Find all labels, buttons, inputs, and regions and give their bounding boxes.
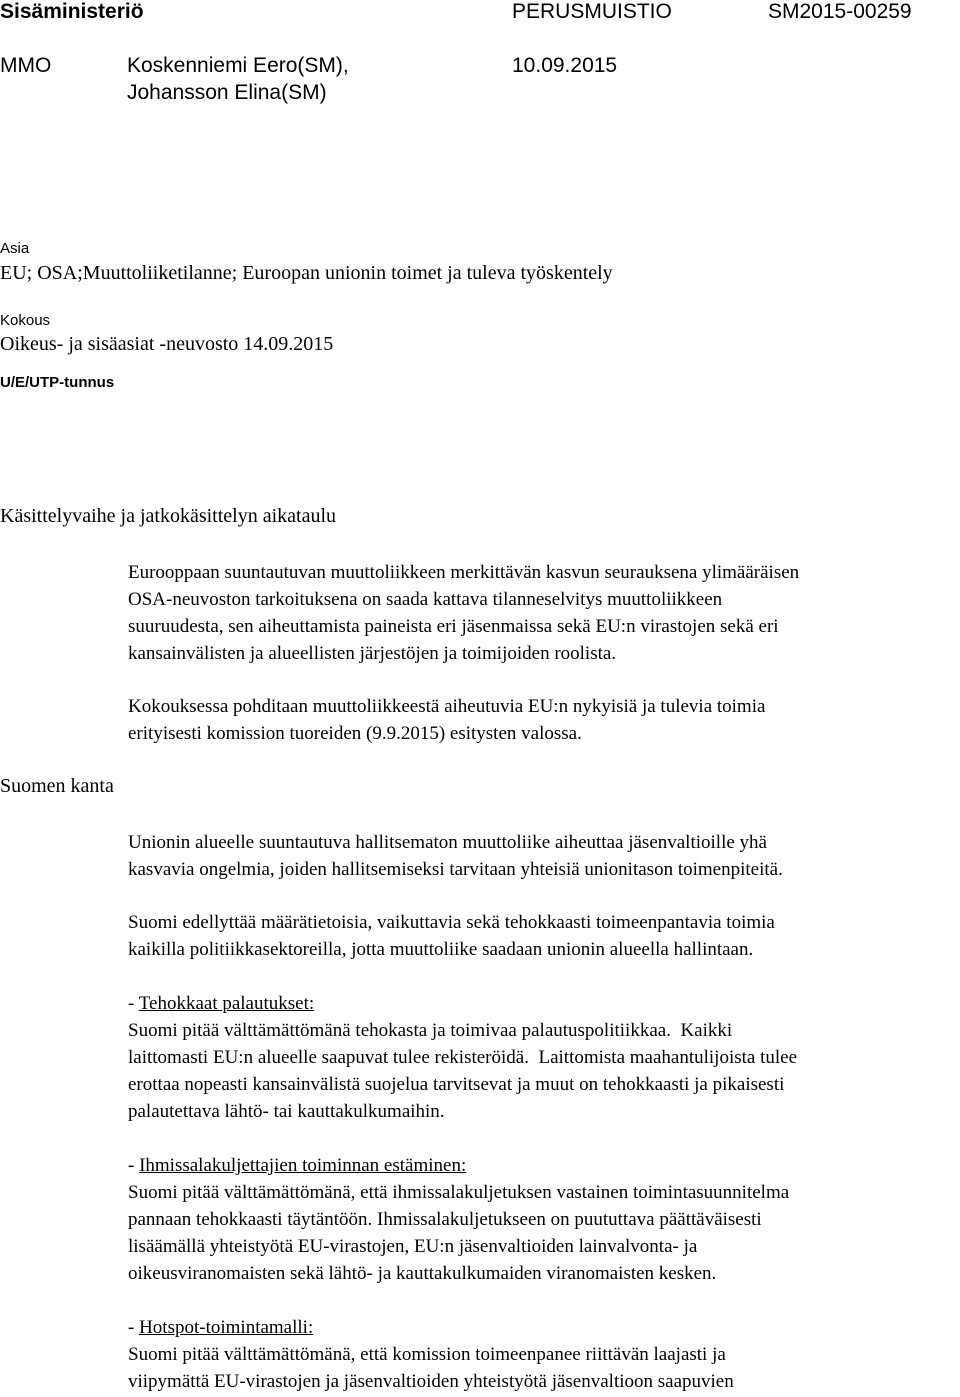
authors-line-1: Koskenniemi Eero(SM), xyxy=(127,54,349,77)
item-title: Hotspot-toimintamalli: xyxy=(139,1317,314,1338)
text-line: viipymättä EU-virastojen ja jäsenvaltioiden yhteistyötä jäsenvaltioon saapuvien xyxy=(128,1371,734,1392)
text-line: OSA-neuvoston tarkoituksena on saada kattava tilanneselvitys muuttoliikkeen xyxy=(128,589,723,610)
text-line: erityisesti komission tuoreiden (9.9.2015) esitysten valossa. xyxy=(128,723,582,744)
position-item-hotspot xyxy=(128,1314,958,1395)
text-line: Suomi pitää välttämättömänä, että ihmissalakuljetuksen vastainen toimintasuunnitelma xyxy=(128,1182,790,1203)
authors-line-2: Johansson Elina(SM) xyxy=(127,81,327,104)
text-line: Unionin alueelle suuntautuva hallitsematon muuttoliike aiheuttaa jäsenvaltioille yhä xyxy=(128,832,767,853)
position-item-returns xyxy=(128,990,958,1125)
document-date: 10.09.2015 xyxy=(512,54,618,77)
section-heading-finland-position: Suomen kanta xyxy=(0,775,114,797)
meeting-value: Oikeus- ja sisäasiat -neuvosto 14.09.2015 xyxy=(0,333,334,355)
text-line: Kokouksessa pohditaan muuttoliikkeestä aiheutuvia EU:n nykyisiä ja tulevia toimia xyxy=(128,696,766,717)
position-paragraph-2 xyxy=(128,909,958,963)
section-heading-processing: Käsittelyvaihe ja jatkokäsittelyn aikataulu xyxy=(0,505,337,527)
text-line: kansainvälisten ja alueellisten järjestöjen ja toimijoiden roolista. xyxy=(128,643,617,664)
text-line: kaikilla politiikkasektoreilla, jotta muuttoliike saadaan unionin alueella hallintaan. xyxy=(128,939,754,960)
item-title: Tehokkaat palautukset: xyxy=(138,993,315,1014)
text-line: palautettava lähtö- tai kauttakulkumaihin. xyxy=(128,1101,445,1122)
text-line: lisäämällä yhteistyötä EU-virastojen, EU:n jäsenvaltioiden lainvalvonta- ja xyxy=(128,1236,698,1257)
text-line: Suomi edellyttää määrätietoisia, vaikuttavia sekä tehokkaasti toimeenpantavia toimia xyxy=(128,912,775,933)
subject-value: EU; OSA;Muuttoliiketilanne; Euroopan unionin toimet ja tuleva työskentely xyxy=(0,262,613,284)
text-line: Eurooppaan suuntautuvan muuttoliikkeen merkittävän kasvun seurauksena ylimääräisen xyxy=(128,562,800,583)
text-line: laittomasti EU:n alueelle saapuvat tulee rekisteröidä. Laittomista maahantulijoista tulee xyxy=(128,1047,798,1068)
text-line: Suomi pitää välttämättömänä tehokasta ja toimivaa palautuspolitiikkaa. Kaikki xyxy=(128,1020,733,1041)
item-prefix: - xyxy=(128,1155,140,1176)
item-title-line xyxy=(128,990,958,1017)
item-title-line xyxy=(128,1152,958,1179)
text-line: oikeusviranomaisten sekä lähtö- ja kauttakulkumaiden viranomaisten kesken. xyxy=(128,1263,717,1284)
processing-paragraph-1 xyxy=(128,559,958,667)
item-title: Ihmissalakuljettajien toiminnan estäminen: xyxy=(139,1155,467,1176)
processing-paragraph-2 xyxy=(128,693,958,747)
position-item-smuggling xyxy=(128,1152,958,1287)
organization-name: Sisäministeriö xyxy=(0,0,144,23)
text-line: Suomi pitää välttämättömänä, että komission toimeenpanee riittävän laajasti ja xyxy=(128,1344,726,1365)
item-prefix: - xyxy=(128,1317,140,1338)
item-title-line xyxy=(128,1314,958,1341)
item-prefix: - xyxy=(128,993,139,1014)
document-type: PERUSMUISTIO xyxy=(512,0,672,23)
text-line: suuruudesta, sen aiheuttamista paineista eri jäsenmaissa sekä EU:n virastojen sekä eri xyxy=(128,616,779,637)
text-line: pannaan tehokkaasti täytäntöön. Ihmissalakuljetukseen on puututtava päättäväisesti xyxy=(128,1209,762,1230)
uetp-label: U/E/UTP-tunnus xyxy=(0,374,115,391)
text-line: kasvavia ongelmia, joiden hallitsemiseksi tarvitaan yhteisiä unionitason toimenpiteitä. xyxy=(128,859,783,880)
position-paragraph-1 xyxy=(128,829,958,883)
meeting-label: Kokous xyxy=(0,312,51,329)
document-id: SM2015-00259 xyxy=(768,0,912,23)
text-line: erottaa nopeasti kansainvälistä suojelua tarvitsevat ja muut on tehokkaasti ja pikaisesti xyxy=(128,1074,785,1095)
subject-label: Asia xyxy=(0,240,30,257)
unit-code: MMO xyxy=(0,54,52,77)
